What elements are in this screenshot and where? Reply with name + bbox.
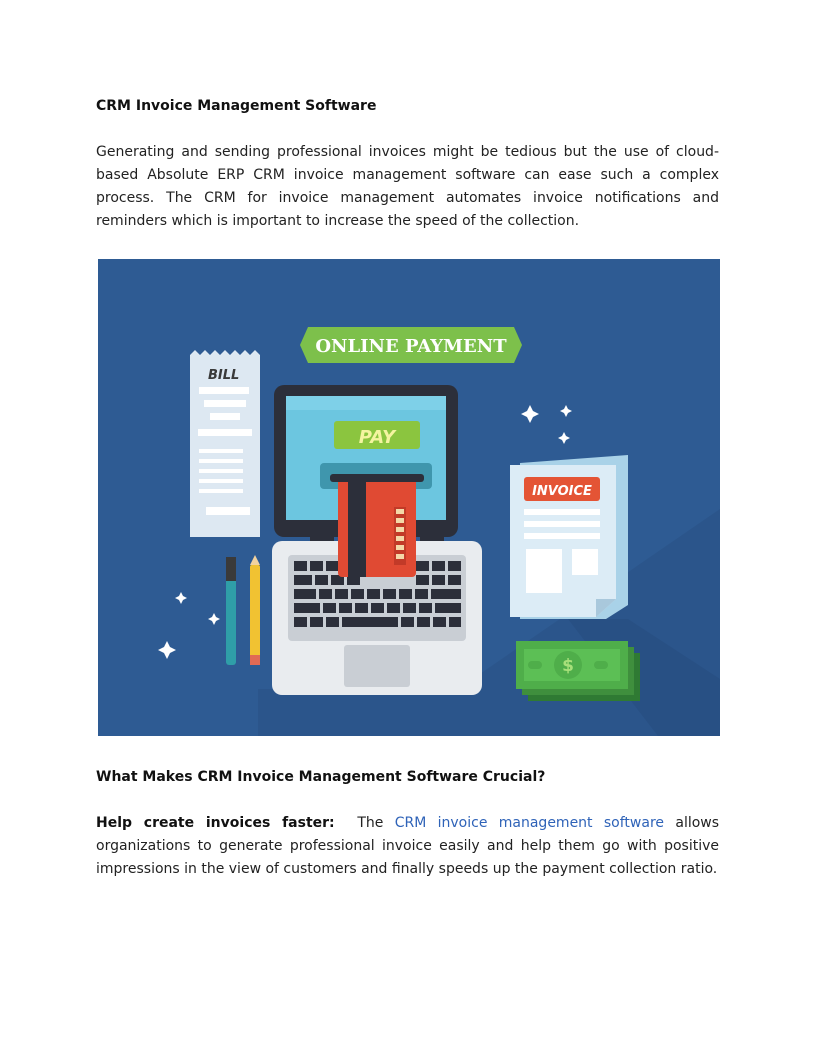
lead-text: Help create invoices faster: [96,815,335,831]
online-payment-illustration [98,259,720,736]
pen-icon [226,557,236,665]
section-2 [96,812,719,881]
text-after-link: allows organizations to generate professional invoice easily and help them go with positive impressions in the view of customers and finally speeds up the payment collection ratio. [96,815,720,877]
dollar-sign: $ [562,656,574,676]
invoice-label: INVOICE [532,484,592,499]
section-1 [96,95,719,233]
bill-label: BILL [208,368,240,383]
section-2-title: What Makes CRM Invoice Management Software Crucial? [96,769,546,785]
section-body: Generating and sending professional invoices might be tedious but the use of cloud-based Absolute ERP CRM invoice management software can ease such a complex process. The CRM for invoice management automates invoice notifications and reminders which is important to increase the speed of the collection. [96,144,719,229]
cash-stack-icon [516,641,640,701]
invoice-document-icon [510,455,628,619]
section-2-heading-wrap [96,766,719,788]
crm-invoice-link[interactable]: CRM invoice management software [394,815,665,831]
credit-card-icon [330,474,424,577]
section-2-body [96,812,719,881]
banner-text: ONLINE PAYMENT [315,336,507,357]
text-before-link: The [357,815,384,831]
online-payment-banner [300,327,522,363]
pencil-icon [250,555,260,665]
pay-label: PAY [358,427,396,448]
bill-receipt-icon [190,350,260,537]
section-title: CRM Invoice Management Software [96,98,377,114]
